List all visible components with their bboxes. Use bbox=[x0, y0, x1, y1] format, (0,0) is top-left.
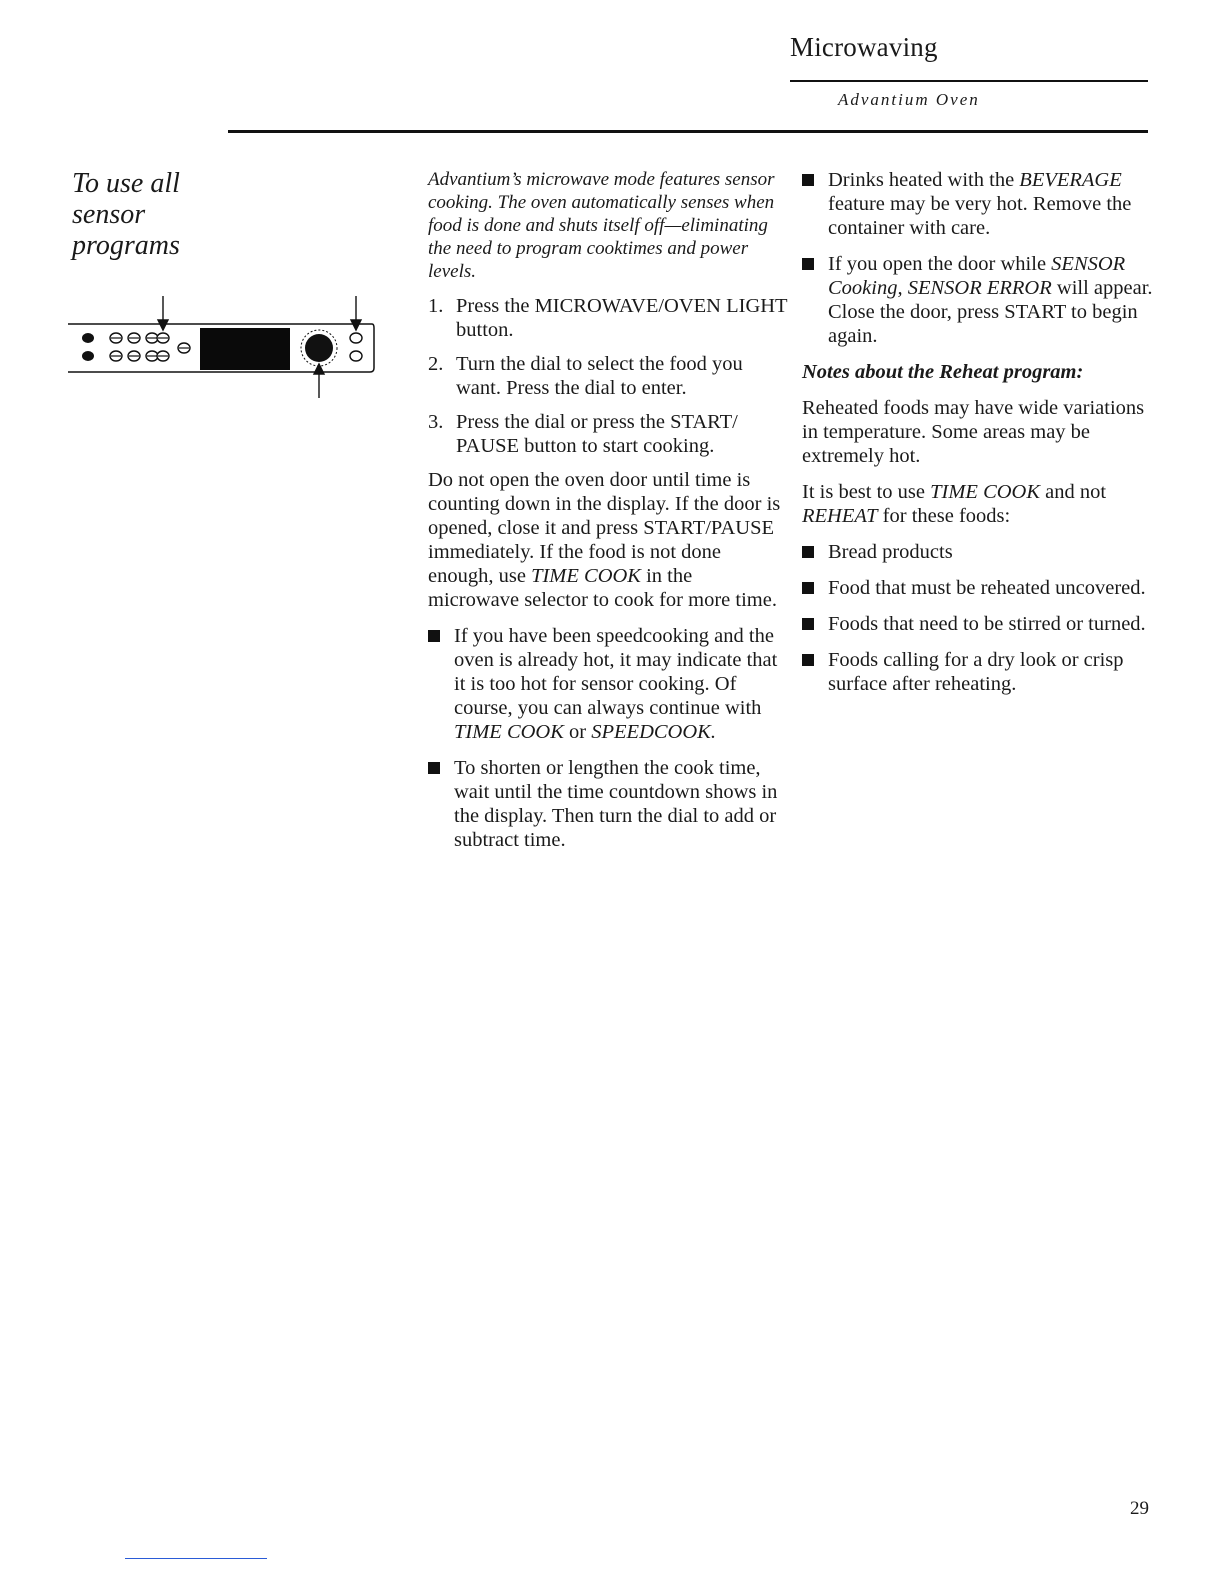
text-run-italic: BEVERAGE bbox=[1019, 169, 1122, 191]
step-number: 2. bbox=[428, 353, 444, 375]
list-item-text bbox=[828, 252, 1154, 348]
door-paragraph bbox=[428, 468, 788, 612]
bullet-square-icon bbox=[802, 618, 814, 630]
page-subtitle: Advantium Oven bbox=[838, 90, 980, 109]
text-run-italic: TIME COOK bbox=[930, 481, 1041, 503]
text-run: in the microwave selector to cook for more time. bbox=[428, 565, 777, 611]
header-divider-short bbox=[790, 80, 1148, 82]
text-run: feature may be very hot. Remove the container with care. bbox=[828, 193, 1132, 239]
step-number: 3. bbox=[428, 411, 444, 433]
list-item-text bbox=[454, 624, 788, 744]
right-column bbox=[802, 168, 1154, 708]
list-item-text: Food that must be reheated uncovered. bbox=[828, 577, 1146, 599]
step-item bbox=[428, 294, 788, 342]
list-item bbox=[802, 576, 1154, 600]
text-run: and not bbox=[1040, 481, 1107, 503]
step-item bbox=[428, 410, 788, 458]
text-run: for these foods: bbox=[877, 505, 1011, 527]
list-item-text: Foods calling for a dry look or crisp surface after reheating. bbox=[828, 649, 1124, 695]
list-item bbox=[802, 252, 1154, 348]
text-run: Drinks heated with the bbox=[828, 169, 1020, 191]
bullet-square-icon bbox=[428, 630, 440, 642]
header-divider-long bbox=[228, 130, 1148, 133]
list-item-text: To shorten or lengthen the cook time, wait until the time countdown shows in the display. Then turn the dial to add or subtract time. bbox=[454, 757, 778, 851]
text-run-italic: SPEEDCOOK. bbox=[591, 721, 716, 743]
bullet-square-icon bbox=[802, 582, 814, 594]
text-run: If you open the door while bbox=[828, 253, 1052, 275]
step-text: Press the MICROWAVE/OVEN LIGHT button. bbox=[456, 295, 788, 341]
bullet-square-icon bbox=[802, 174, 814, 186]
list-item bbox=[802, 168, 1154, 240]
button-group-right bbox=[350, 333, 362, 361]
text-run-italic: REHEAT bbox=[802, 505, 878, 527]
text-run: Do not open the oven door until time is counting down in the display. If the door is opened, close it and press START/PAUSE immediately. If the food is not done enough, use bbox=[428, 469, 781, 587]
button-group-left bbox=[82, 333, 94, 361]
display-screen bbox=[200, 328, 290, 370]
bullet-square-icon bbox=[428, 762, 440, 774]
intro-paragraph: Advantium’s microwave mode features sensor cooking. The oven automatically senses when food is done and shuts itself off—eliminating the need to program cooktimes and power levels. bbox=[428, 169, 775, 282]
step-text: Turn the dial to select the food you want. Press the dial to enter. bbox=[456, 353, 743, 399]
list-item bbox=[802, 648, 1154, 696]
text-run: If you have been speedcooking and the oven is already hot, it may indicate that it is too hot for sensor cooking. Of course, you can always continue with bbox=[454, 625, 778, 719]
list-item bbox=[428, 624, 788, 744]
text-run: It is best to use bbox=[802, 481, 931, 503]
bullet-square-icon bbox=[802, 546, 814, 558]
list-item bbox=[802, 612, 1154, 636]
dial-knob bbox=[305, 334, 333, 362]
text-run-italic: TIME COOK bbox=[454, 721, 564, 743]
list-item bbox=[428, 756, 788, 852]
text-run-italic: SENSOR Cooking, SENSOR ERROR bbox=[828, 253, 1126, 299]
section-heading-line: sensor bbox=[72, 199, 146, 230]
step-item bbox=[428, 352, 788, 400]
section-heading-line: programs bbox=[72, 230, 180, 261]
list-item-text bbox=[828, 168, 1154, 240]
page-number: 29 bbox=[1130, 1498, 1149, 1519]
notes-paragraph bbox=[802, 480, 1154, 528]
step-text: Press the dial or press the START/ PAUSE button to start cooking. bbox=[456, 411, 738, 457]
text-run: will appear. Close the door, press START to begin again. bbox=[828, 277, 1153, 347]
control-panel-illustration bbox=[66, 296, 378, 400]
button-grid bbox=[110, 333, 190, 361]
step-number: 1. bbox=[428, 295, 444, 317]
page-title: Microwaving bbox=[790, 32, 938, 62]
bullet-square-icon bbox=[802, 654, 814, 666]
notes-heading: Notes about the Reheat program: bbox=[802, 361, 1084, 383]
panel-right-edge bbox=[366, 324, 374, 372]
section-heading-line: To use all bbox=[72, 168, 180, 199]
list-item-text: Bread products bbox=[828, 541, 953, 563]
middle-column bbox=[428, 168, 788, 864]
list-item-text: Foods that need to be stirred or turned. bbox=[828, 613, 1146, 635]
text-run-italic: TIME COOK bbox=[531, 565, 641, 587]
bullet-square-icon bbox=[802, 258, 814, 270]
footer-underline bbox=[125, 1558, 267, 1559]
text-run: or bbox=[563, 721, 592, 743]
notes-paragraph: Reheated foods may have wide variations in temperature. Some areas may be extremely hot. bbox=[802, 397, 1145, 467]
section-heading bbox=[72, 168, 272, 261]
list-item bbox=[802, 540, 1154, 564]
